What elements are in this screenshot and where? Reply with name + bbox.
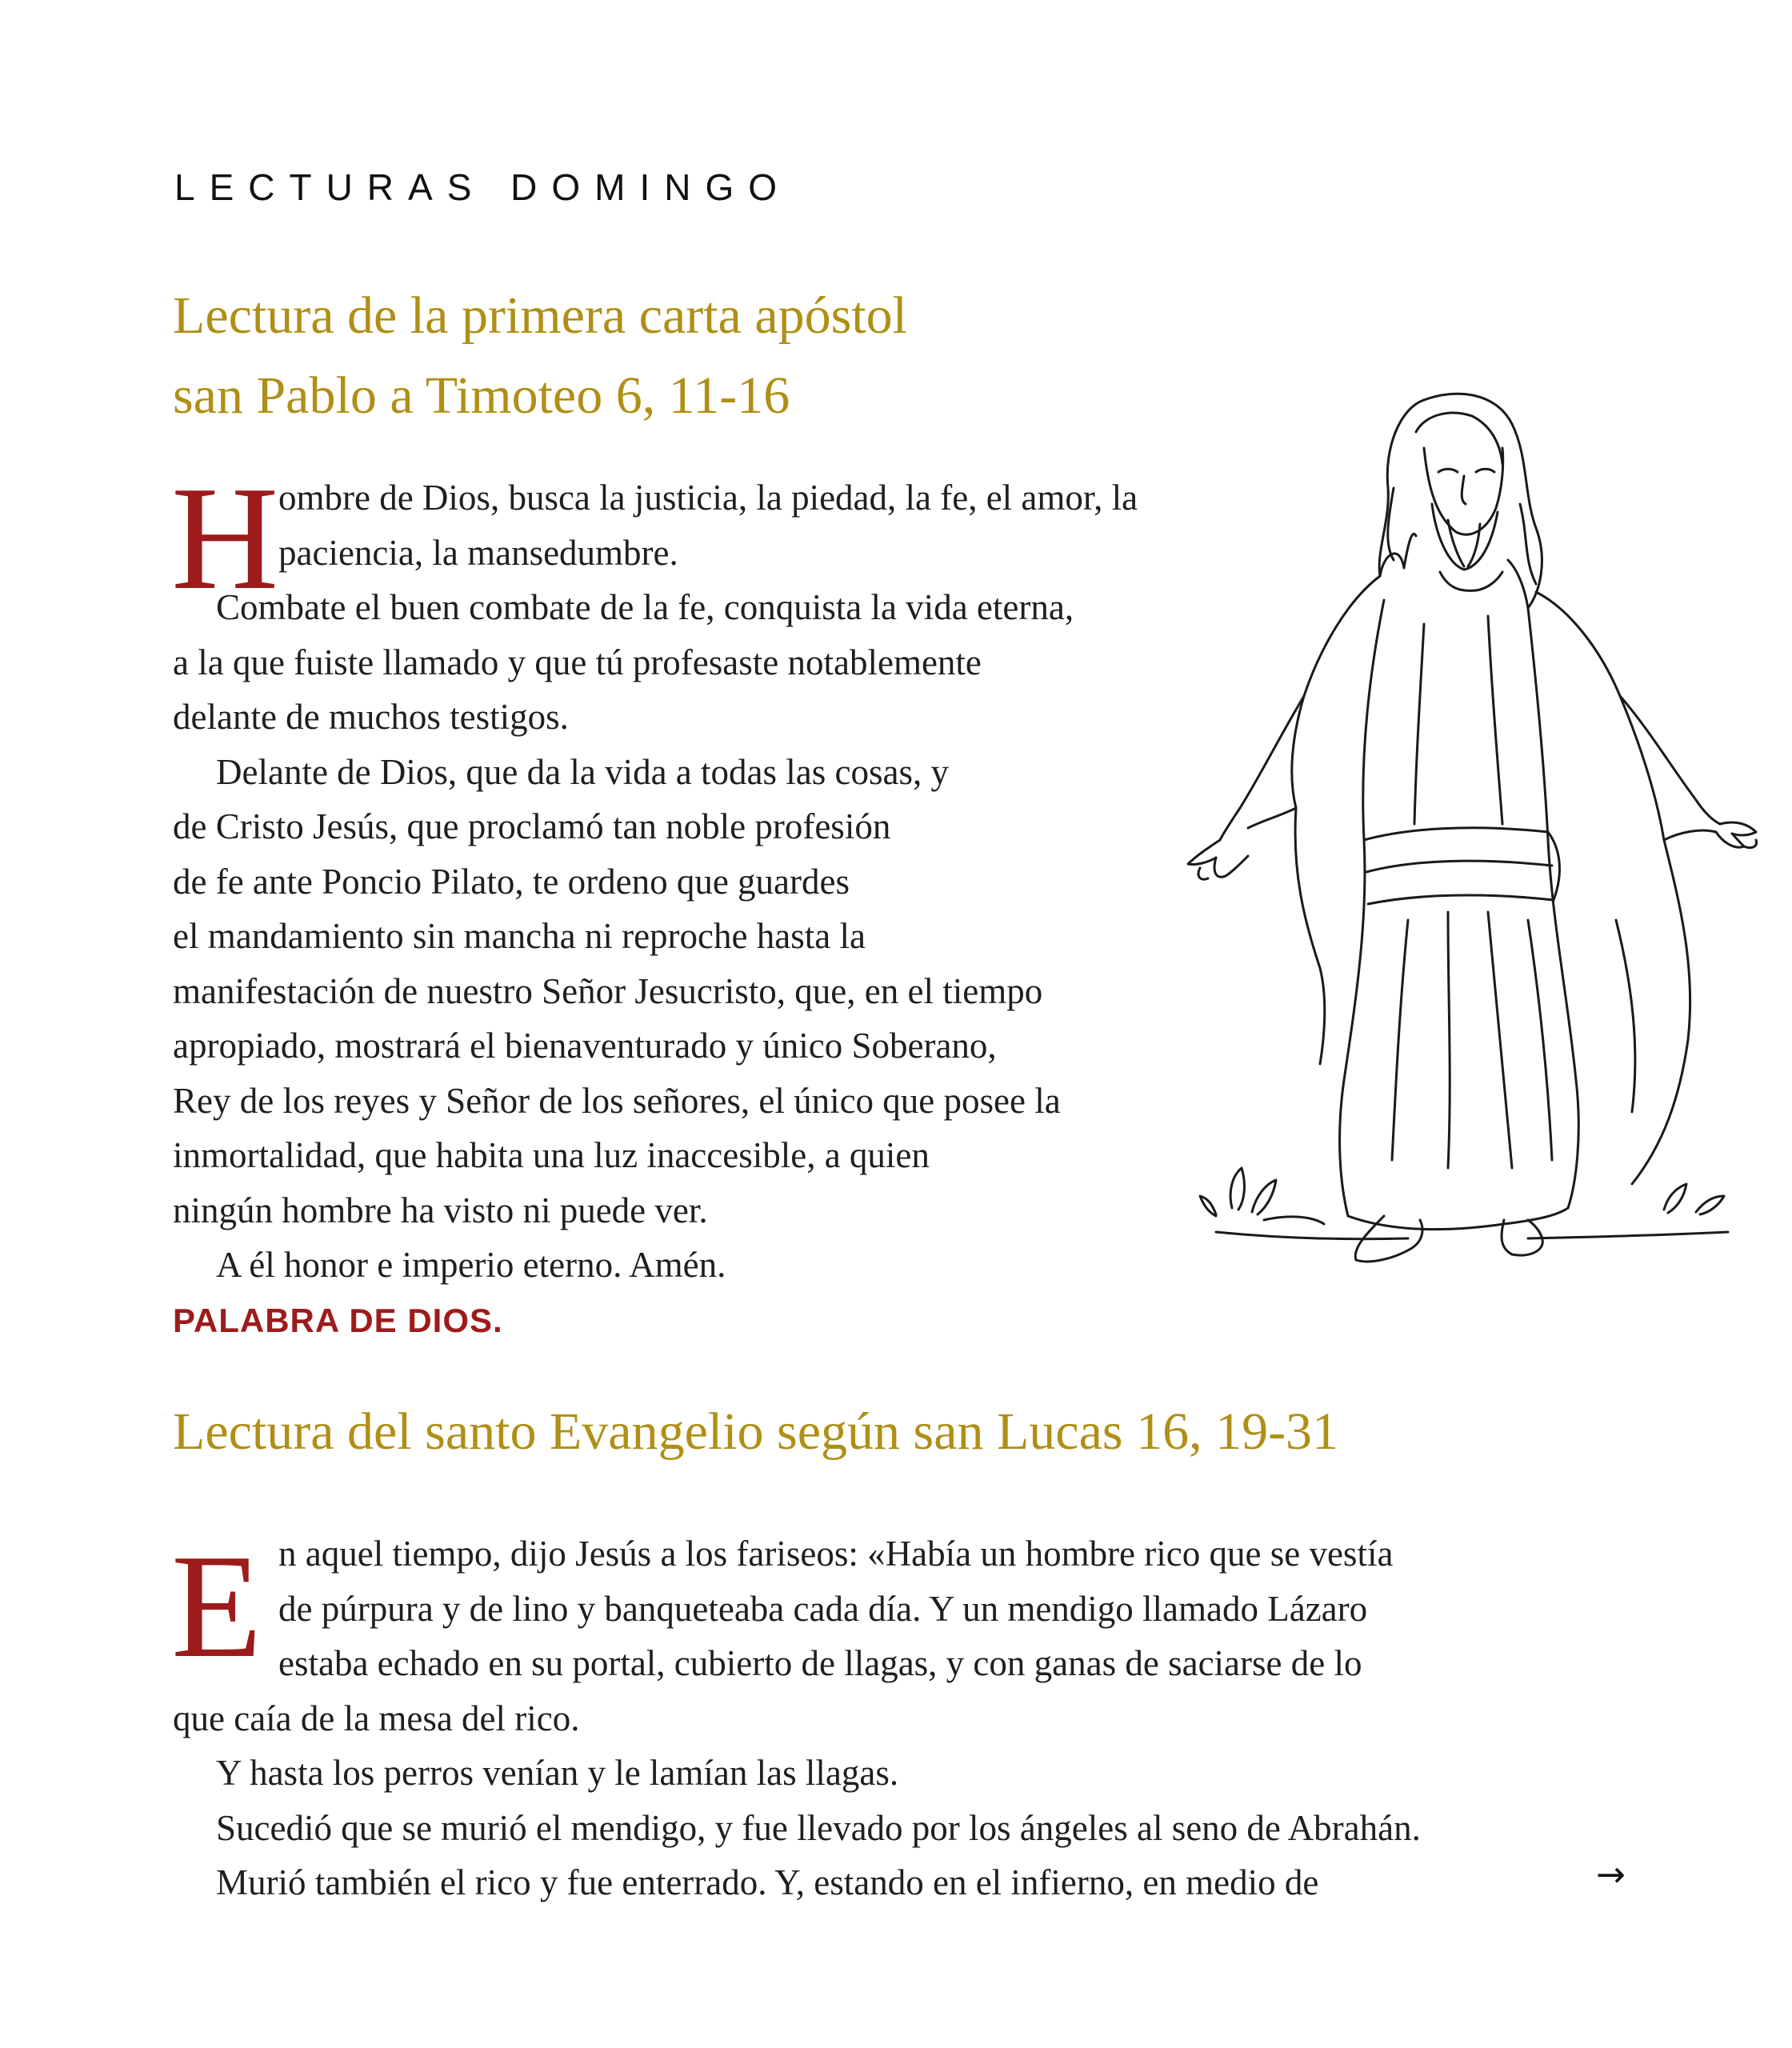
body-line: Delante de Dios, que da la vida a todas las cosas, y [216,751,949,792]
body-line: Sucedió que se murió el mendigo, y fue llevado por los ángeles al seno de Abrahán. [216,1807,1421,1848]
body-line: de fe ante Poncio Pilato, te ordeno que guardes [173,861,850,902]
body-line: A él honor e imperio eterno. Amén. [216,1245,726,1285]
body-line: paciencia, la mansedumbre. [278,532,678,573]
first-reading-title-line: Lectura de la primera carta apóstol [173,286,908,345]
closing-formula: PALABRA DE DIOS. [173,1301,503,1339]
body-line: apropiado, mostrará el bienaventurado y único Soberano, [173,1026,997,1066]
body-line: n aquel tiempo, dijo Jesús a los fariseos: «Había un hombre rico que se vestía [278,1534,1394,1574]
first-reading-title [173,276,907,436]
body-line: Combate el buen combate de la fe, conquista la vida eterna, [216,587,1074,627]
first-reading-title-line: san Pablo a Timoteo 6, 11-16 [173,366,790,425]
body-line: de púrpura y de lino y banqueteaba cada día. Y un mendigo llamado Lázaro [278,1588,1368,1629]
gospel-drop-cap: E [171,1524,262,1689]
section-label: LECTURAS DOMINGO [174,166,792,208]
first-reading-drop-cap: H [171,456,279,621]
body-line: Rey de los reyes y Señor de los señores, el único que posee la [173,1080,1061,1121]
jesus-line-drawing-icon [1184,360,1760,1320]
body-line: de Cristo Jesús, que proclamó tan noble profesión [173,806,891,846]
continue-arrow-icon: → [1596,1854,1626,1895]
body-line: a la que fuiste llamado y que tú profesaste notablemente [173,642,982,682]
gospel-title: Lectura del santo Evangelio según san Lucas 16, 19-31 [173,1402,1339,1461]
body-line: inmortalidad, que habita una luz inaccesible, a quien [173,1135,930,1175]
body-line: que caía de la mesa del rico. [173,1698,580,1738]
first-reading-body [173,470,1138,1347]
body-line: Murió también el rico y fue enterrado. Y, estando en el infierno, en medio de [216,1862,1319,1902]
body-line: Y hasta los perros venían y le lamían las llagas. [216,1753,899,1793]
body-line: el mandamiento sin mancha ni reproche hasta la [173,916,866,956]
body-line: delante de muchos testigos. [173,697,569,737]
body-line: ombre de Dios, busca la justicia, la piedad, la fe, el amor, la [278,478,1138,518]
body-line: ningún hombre ha visto ni puede ver. [173,1190,708,1230]
body-line: estaba echado en su portal, cubierto de llagas, y con ganas de saciarse de lo [278,1643,1362,1683]
gospel-body [173,1526,1421,1910]
body-line: manifestación de nuestro Señor Jesucristo, que, en el tiempo [173,970,1043,1011]
